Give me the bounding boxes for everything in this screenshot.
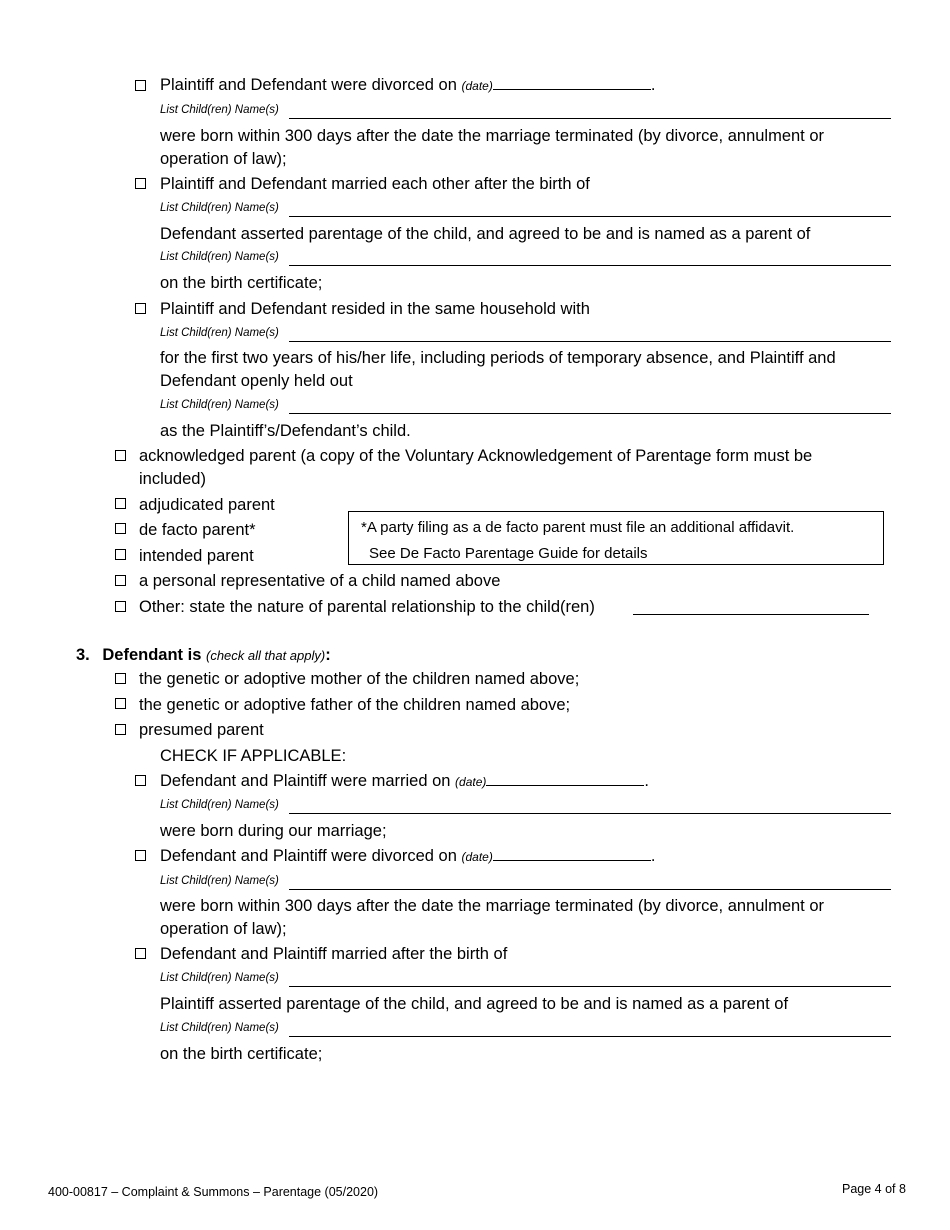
note-line-1: *A party filing as a de facto parent must file an additional affidavit. (361, 519, 795, 536)
page-number: Page 4 of 8 (842, 1182, 906, 1196)
children-names-field[interactable] (289, 986, 891, 987)
as-child-text: as the Plaintiff’s/Defendant’s child. (160, 422, 411, 440)
adjudicated-text: adjudicated parent (139, 496, 275, 514)
date-label: (date) (455, 775, 487, 789)
children-names-field[interactable] (289, 265, 891, 266)
father-text: the genetic or adoptive father of the children named above; (139, 696, 571, 714)
mother-checkbox[interactable] (115, 673, 126, 684)
birth-cert-text: on the birth certificate; (160, 274, 323, 292)
list-children-label: List Child(ren) Name(s) (160, 399, 279, 411)
resided-after-text: for the first two years of his/her life, including periods of temporary absence, and Plaintiff and (160, 349, 836, 367)
def-married-after-checkbox[interactable] (135, 948, 146, 959)
date-label: (date) (461, 850, 493, 864)
list-children-label: List Child(ren) Name(s) (160, 327, 279, 339)
resided-after-text-2: Defendant openly held out (160, 372, 353, 390)
date-field[interactable] (486, 771, 644, 786)
divorced-after-text-2: operation of law); (160, 150, 287, 168)
acknowledged-text: acknowledged parent (a copy of the Voluntary Acknowledgement of Parentage form must be (139, 447, 813, 465)
acknowledged-text-2: included) (139, 470, 206, 488)
adjudicated-checkbox[interactable] (115, 498, 126, 509)
date-field[interactable] (493, 75, 651, 90)
date-label: (date) (461, 79, 493, 93)
children-names-field[interactable] (289, 1036, 891, 1037)
resided-text: Plaintiff and Defendant resided in the same household with (160, 300, 590, 318)
section-3-heading (76, 644, 331, 667)
married-after-checkbox[interactable] (135, 178, 146, 189)
def-divorced-text: Defendant and Plaintiff were divorced on (160, 847, 457, 865)
list-children-label: List Child(ren) Name(s) (160, 251, 279, 263)
list-children-label: List Child(ren) Name(s) (160, 875, 279, 887)
resided-checkbox[interactable] (135, 303, 146, 314)
presumed-text: presumed parent (139, 721, 264, 739)
def-divorced-row: Defendant and Plaintiff were divorced on (date) . (160, 847, 656, 865)
de-facto-checkbox[interactable] (115, 523, 126, 534)
mother-text: the genetic or adoptive mother of the children named above; (139, 670, 580, 688)
personal-rep-checkbox[interactable] (115, 575, 126, 586)
def-divorced-after-text-2: operation of law); (160, 920, 287, 938)
plaintiff-asserted-text: Plaintiff asserted parentage of the child, and agreed to be and is named as a parent of (160, 995, 789, 1013)
list-children-label: List Child(ren) Name(s) (160, 972, 279, 984)
father-checkbox[interactable] (115, 698, 126, 709)
asserted-text: Defendant asserted parentage of the child, and agreed to be and is named as a parent of (160, 225, 811, 243)
def-married-text: Defendant and Plaintiff were married on (160, 772, 451, 790)
children-names-field[interactable] (289, 413, 891, 414)
date-field[interactable] (493, 846, 651, 861)
list-children-label: List Child(ren) Name(s) (160, 799, 279, 811)
born-during-text: were born during our marriage; (160, 822, 387, 840)
section-hint: (check all that apply) (205, 648, 326, 663)
section-number: 3. (76, 646, 90, 664)
list-children-label: List Child(ren) Name(s) (160, 104, 279, 116)
def-divorced-after-text: were born within 300 days after the date the marriage terminated (by divorce, annulment or (160, 897, 825, 915)
def-birth-cert-text: on the birth certificate; (160, 1045, 323, 1063)
note-line-2: See De Facto Parentage Guide for details (369, 545, 648, 562)
check-if-applicable: CHECK IF APPLICABLE: (160, 747, 347, 765)
def-married-after-text: Defendant and Plaintiff married after the birth of (160, 945, 508, 963)
other-relationship-field[interactable] (633, 614, 869, 615)
children-names-field[interactable] (289, 341, 891, 342)
married-after-text: Plaintiff and Defendant married each other after the birth of (160, 175, 590, 193)
list-children-label: List Child(ren) Name(s) (160, 1022, 279, 1034)
de-facto-text: de facto parent* (139, 521, 256, 539)
other-checkbox[interactable] (115, 601, 126, 612)
def-divorced-checkbox[interactable] (135, 850, 146, 861)
form-id-footer: 400-00817 – Complaint & Summons – Parentage (05/2020) (48, 1185, 379, 1199)
children-names-field[interactable] (289, 813, 891, 814)
de-facto-note-box (348, 511, 884, 565)
children-names-field[interactable] (289, 889, 891, 890)
children-names-field[interactable] (289, 118, 891, 119)
divorced-after-text: were born within 300 days after the date the marriage terminated (by divorce, annulment or (160, 127, 825, 145)
def-married-checkbox[interactable] (135, 775, 146, 786)
presumed-checkbox[interactable] (115, 724, 126, 735)
divorced-row: Plaintiff and Defendant were divorced on (date) . (160, 76, 656, 94)
other-text: Other: state the nature of parental relationship to the child(ren) (139, 598, 595, 616)
divorced-checkbox[interactable] (135, 80, 146, 91)
children-names-field[interactable] (289, 216, 891, 217)
list-children-label: List Child(ren) Name(s) (160, 202, 279, 214)
def-married-row: Defendant and Plaintiff were married on (date) . (160, 772, 649, 790)
divorced-text: Plaintiff and Defendant were divorced on (160, 76, 457, 94)
section-colon: : (325, 646, 331, 664)
section-title: Defendant is (102, 646, 202, 664)
personal-rep-text: a personal representative of a child named above (139, 572, 501, 590)
intended-text: intended parent (139, 547, 254, 565)
acknowledged-checkbox[interactable] (115, 450, 126, 461)
intended-checkbox[interactable] (115, 549, 126, 560)
